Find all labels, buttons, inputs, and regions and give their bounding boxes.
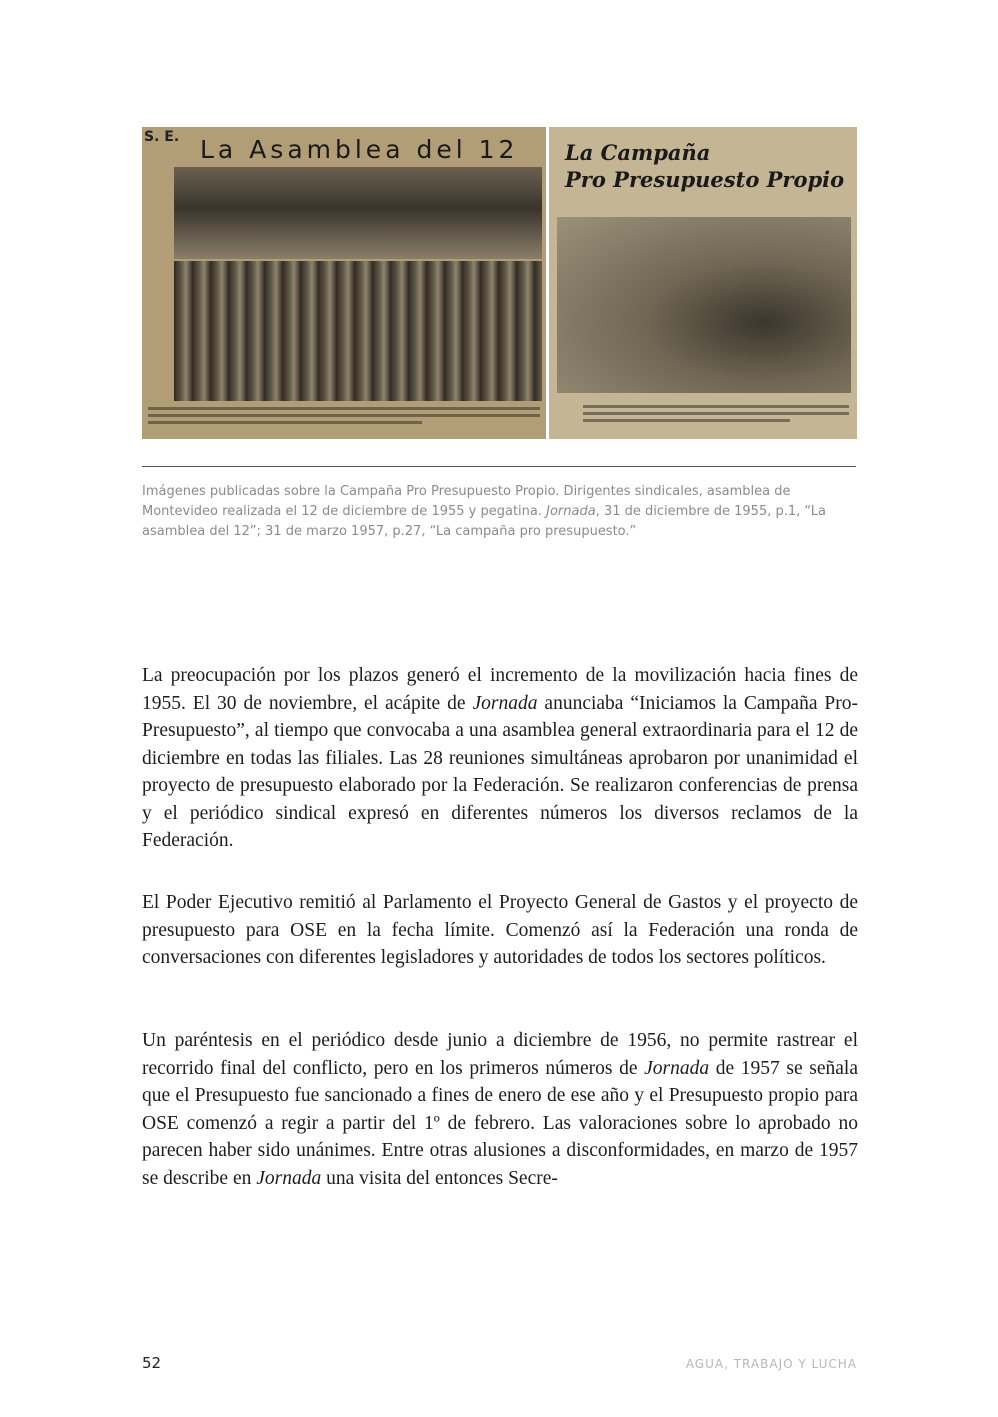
body-paragraph-3 [142,1027,858,1192]
paragraph-text: Un paréntesis en el periódico desde junio a diciembre de 1956, no permite rastrear el recorrido final del conflicto, pero en los primeros números de [142,1030,858,1079]
clipping-headline-assembly: La Asamblea del 12 [200,135,519,164]
jornada-italic: Jornada [644,1057,710,1079]
photo-poster-campaign [557,217,851,393]
caption-italic-jornada: Jornada [546,504,596,519]
headline-line-2: Pro Presupuesto Propio [565,167,845,192]
figure-photo-strip [142,127,857,439]
body-paragraph-2: El Poder Ejecutivo remitió al Parlamento el Proyecto General de Gastos y el proyecto de presupuesto para OSE en la fecha límite. Comenzó así la Federación una ronda de conversaciones con diferentes legisladores y autoridades de todos los sectores políticos. [142,892,858,968]
paragraph-text: anunciaba “Iniciamos la Campaña Pro- Presupuesto”, al tiempo que convocaba a una asamblea general extraordinaria para el 12 de diciembre en todas las filiales. Las 28 reuniones simultáneas aprobaron por unanimidad el proyecto de presupuesto elaborado por la Federación. Se realizaron conferencias de prensa y el periódico sindical expresó en diferentes números los diversos reclamos de la Federación. [142,692,859,851]
headline-line-1: La Campaña [565,140,711,165]
jornada-italic: Jornada [256,1167,322,1189]
caption-part-1: Imágenes publicadas sobre la Campaña Pro Presupuesto Propio. Dirigentes sindicales, asamblea de Montevideo realizada el 12 de diciembre de 1955 y pegatina. [142,484,791,519]
masthead-text: S. E. [144,129,180,145]
body-paragraph-1 [142,662,858,855]
running-title: AGUA, TRABAJO Y LUCHA [685,1357,857,1371]
paragraph-text: La preocupación por los plazos generó el incremento de la movilización hacia fines de 1955. El 30 de noviembre, el acápite de [142,665,858,714]
paragraph-text: una visita del entonces Secre- [321,1167,558,1189]
clipping-caption-text [148,403,540,431]
jornada-italic: Jornada [472,692,538,714]
clipping-headline-campaign [565,139,855,193]
page-number: 52 [142,1354,162,1372]
newspaper-clipping-campaign [549,127,857,439]
photo-union-leaders [174,167,542,259]
caption-part-2: , 31 de diciembre de 1955, p.1, “La asamblea del 12”; 31 de marzo 1957, p.27, “La campaña pro presupuesto.” [142,504,826,539]
photo-assembly-crowd [174,261,542,401]
clipping-caption-text [583,401,849,429]
figure-rule [142,466,856,467]
figure-caption [142,482,858,542]
paragraph-text: de 1957 se señala que el Presupuesto fue sancionado a fines de enero de ese año y el Presupuesto propio para OSE comenzó a regir a partir del 1º de febrero. Las valoraciones sobre lo aprobado no parecen haber sido unánimes. Entre otras alusiones a disconformidades, en marzo de 1957 se describe en [142,1057,858,1189]
newspaper-clipping-assembly [142,127,546,439]
